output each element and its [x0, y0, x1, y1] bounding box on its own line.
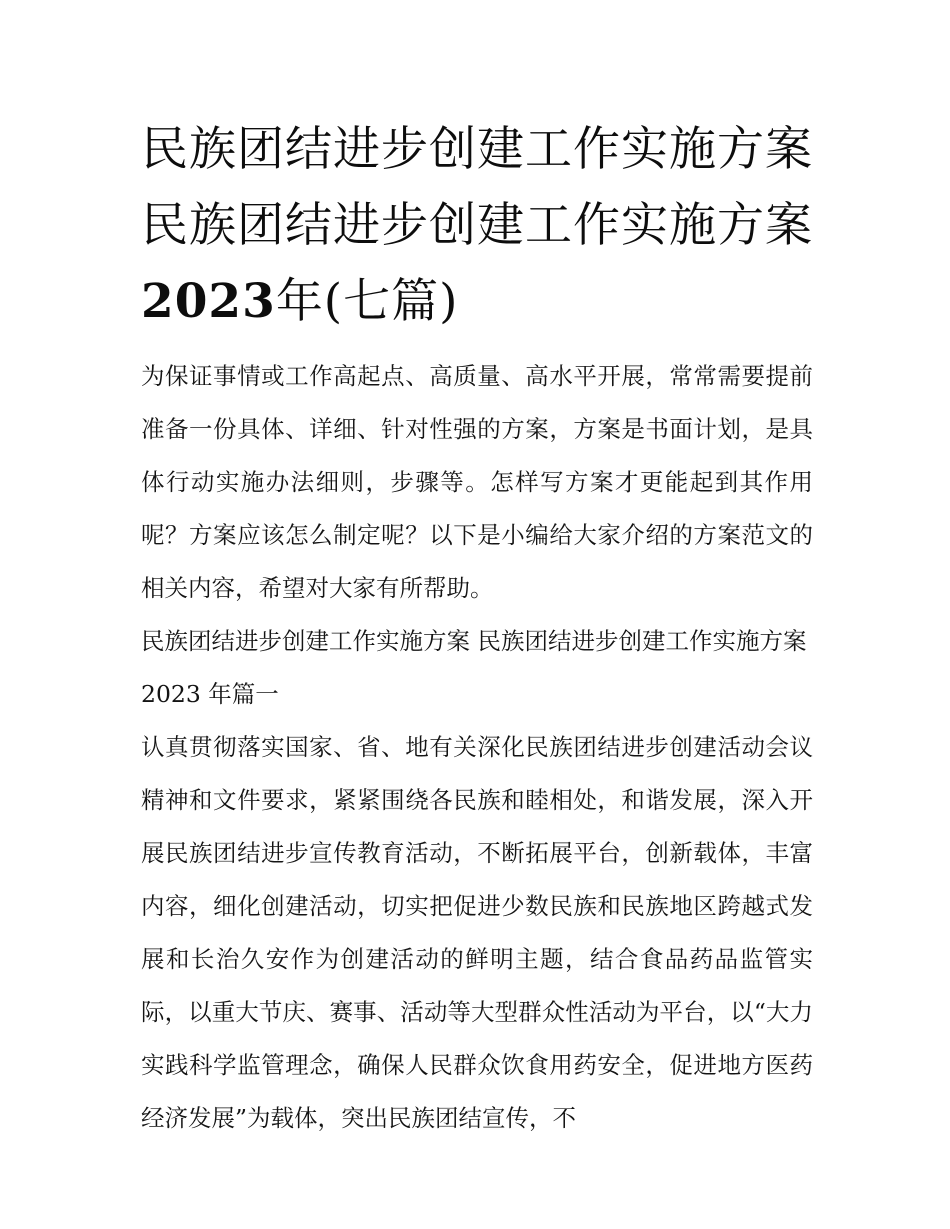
title-suffix: 年(七篇)	[275, 274, 459, 329]
body-paragraph: 认真贯彻落实国家、省、地有关深化民族团结进步创建活动会议精神和文件要求，紧紧围绕各民族和睦相处，和谐发展，深入开展民族团结进步宣传教育活动，不断拓展平台，创新载体，丰富内容，细化创建活动，切实把促进少数民族和民族地区跨越式发展和长治久安作为创建活动的鲜明主题，结合食品药品监管实际，以重大节庆、赛事、活动等大型群众性活动为平台，以“大力实践科学监管理念，确保人民群众饮食用药安全，促进地方医药经济发展”为载体，突出民族团结宣传，不	[141, 733, 813, 1132]
document-title	[141, 112, 813, 340]
section-heading: 民族团结进步创建工作实施方案 民族团结进步创建工作实施方案 2023 年篇一	[141, 627, 807, 708]
intro-paragraph: 为保证事情或工作高起点、高质量、高水平开展，常常需要提前准备一份具体、详细、针对性强的方案，方案是书面计划，是具体行动实施办法细则，步骤等。怎样写方案才更能起到其作用呢？方案应该怎么制定呢？以下是小编给大家介绍的方案范文的相关内容，希望对大家有所帮助。	[141, 362, 813, 602]
document-content	[141, 112, 813, 1145]
title-text: 民族团结进步创建工作实施方案 民族团结进步创建工作实施方案	[141, 122, 813, 253]
title-year: 2023	[141, 274, 276, 329]
